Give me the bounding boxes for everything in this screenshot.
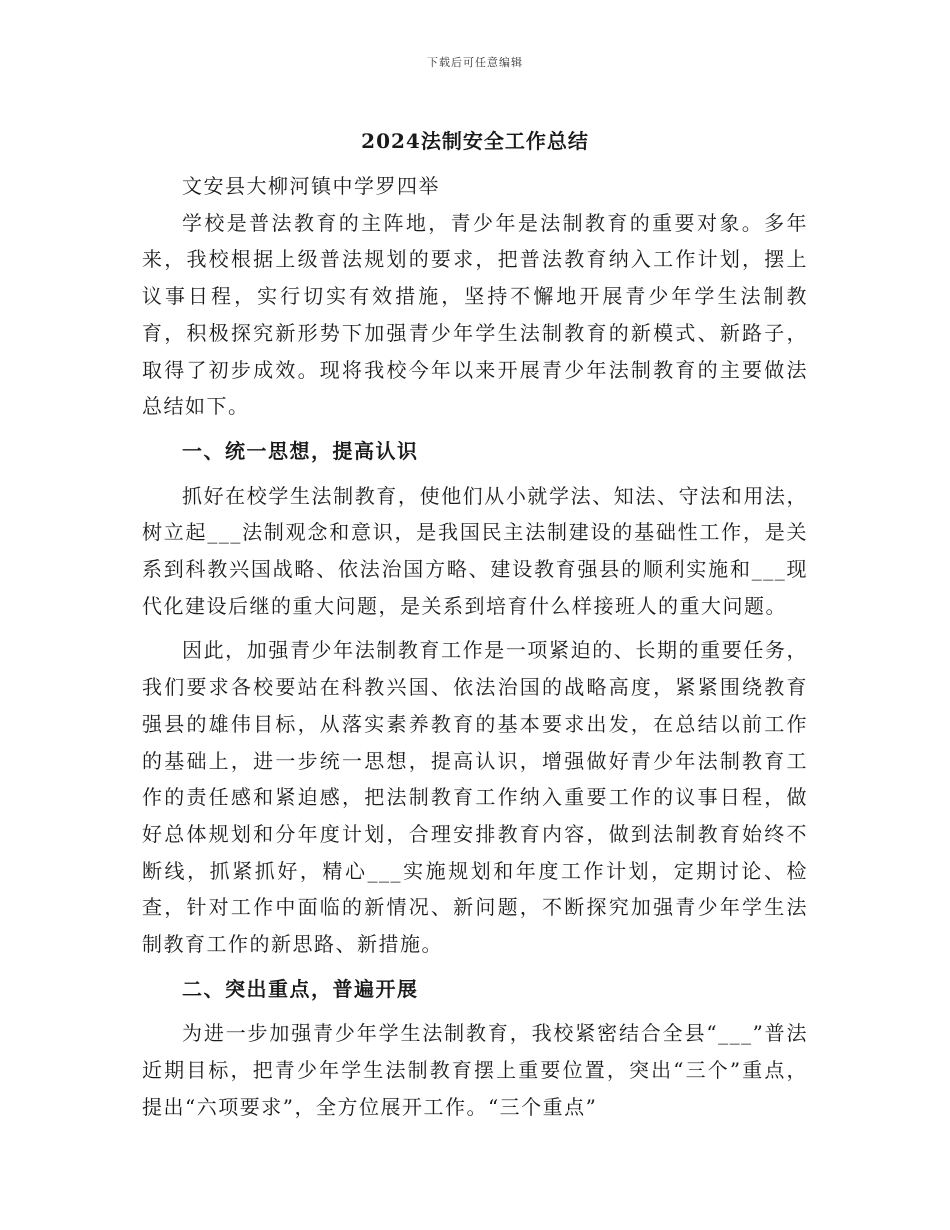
page-header-note: 下载后可任意编辑 [427, 56, 523, 69]
paragraph-section1-b: 因此，加强青少年法制教育工作是一项紧迫的、长期的重要任务，我们要求各校要站在科教兴国、依法治国的战略高度，紧紧围绕教育强县的雄伟目标，从落实素养教育的基本要求出发，在总结以前工作的基础上，进一步统一思想，提高认识，增强做好青少年法制教育工作的责任感和紧迫感，把法制教育工作纳入重要工作的议事日程，做好总体规划和分年度计划，合理安排教育内容，做到法制教育始终不断线，抓紧抓好，精心___实施规划和年度工作计划，定期讨论、检查，针对工作中面临的新情况、新问题，不断探究加强青少年学生法制教育工作的新思路、新措施。 [142, 638, 808, 957]
section-heading-2: 二、突出重点，普遍开展 [182, 976, 419, 1001]
document-body [142, 168, 808, 1126]
author-line: 文安县大柳河镇中学罗四举 [182, 174, 440, 198]
paragraph-section2-a: 为进一步加强青少年学生法制教育，我校紧密结合全县“___”普法近期目标，把青少年学生法制教育摆上重要位置，突出“三个”重点，提出“六项要求”，全方位展开工作。“三个重点” [142, 1021, 808, 1119]
section-heading-1: 一、统一思想，提高认识 [182, 438, 419, 463]
document-title: 2024法制安全工作总结 [361, 129, 589, 153]
paragraph-intro: 学校是普法教育的主阵地，青少年是法制教育的重要对象。多年来，我校根据上级普法规划的要求，把普法教育纳入工作计划，摆上议事日程，实行切实有效措施，坚持不懈地开展青少年学生法制教育，积极探究新形势下加强青少年学生法制教育的新模式、新路子，取得了初步成效。现将我校今年以来开展青少年法制教育的主要做法总结如下。 [142, 210, 808, 419]
paragraph-section1-a: 抓好在校学生法制教育，使他们从小就学法、知法、守法和用法，树立起___法制观念和意识，是我国民主法制建设的基础性工作，是关系到科教兴国战略、依法治国方略、建设教育强县的顺利实施和___现代化建设后继的重大问题，是关系到培育什么样接班人的重大问题。 [142, 483, 808, 618]
